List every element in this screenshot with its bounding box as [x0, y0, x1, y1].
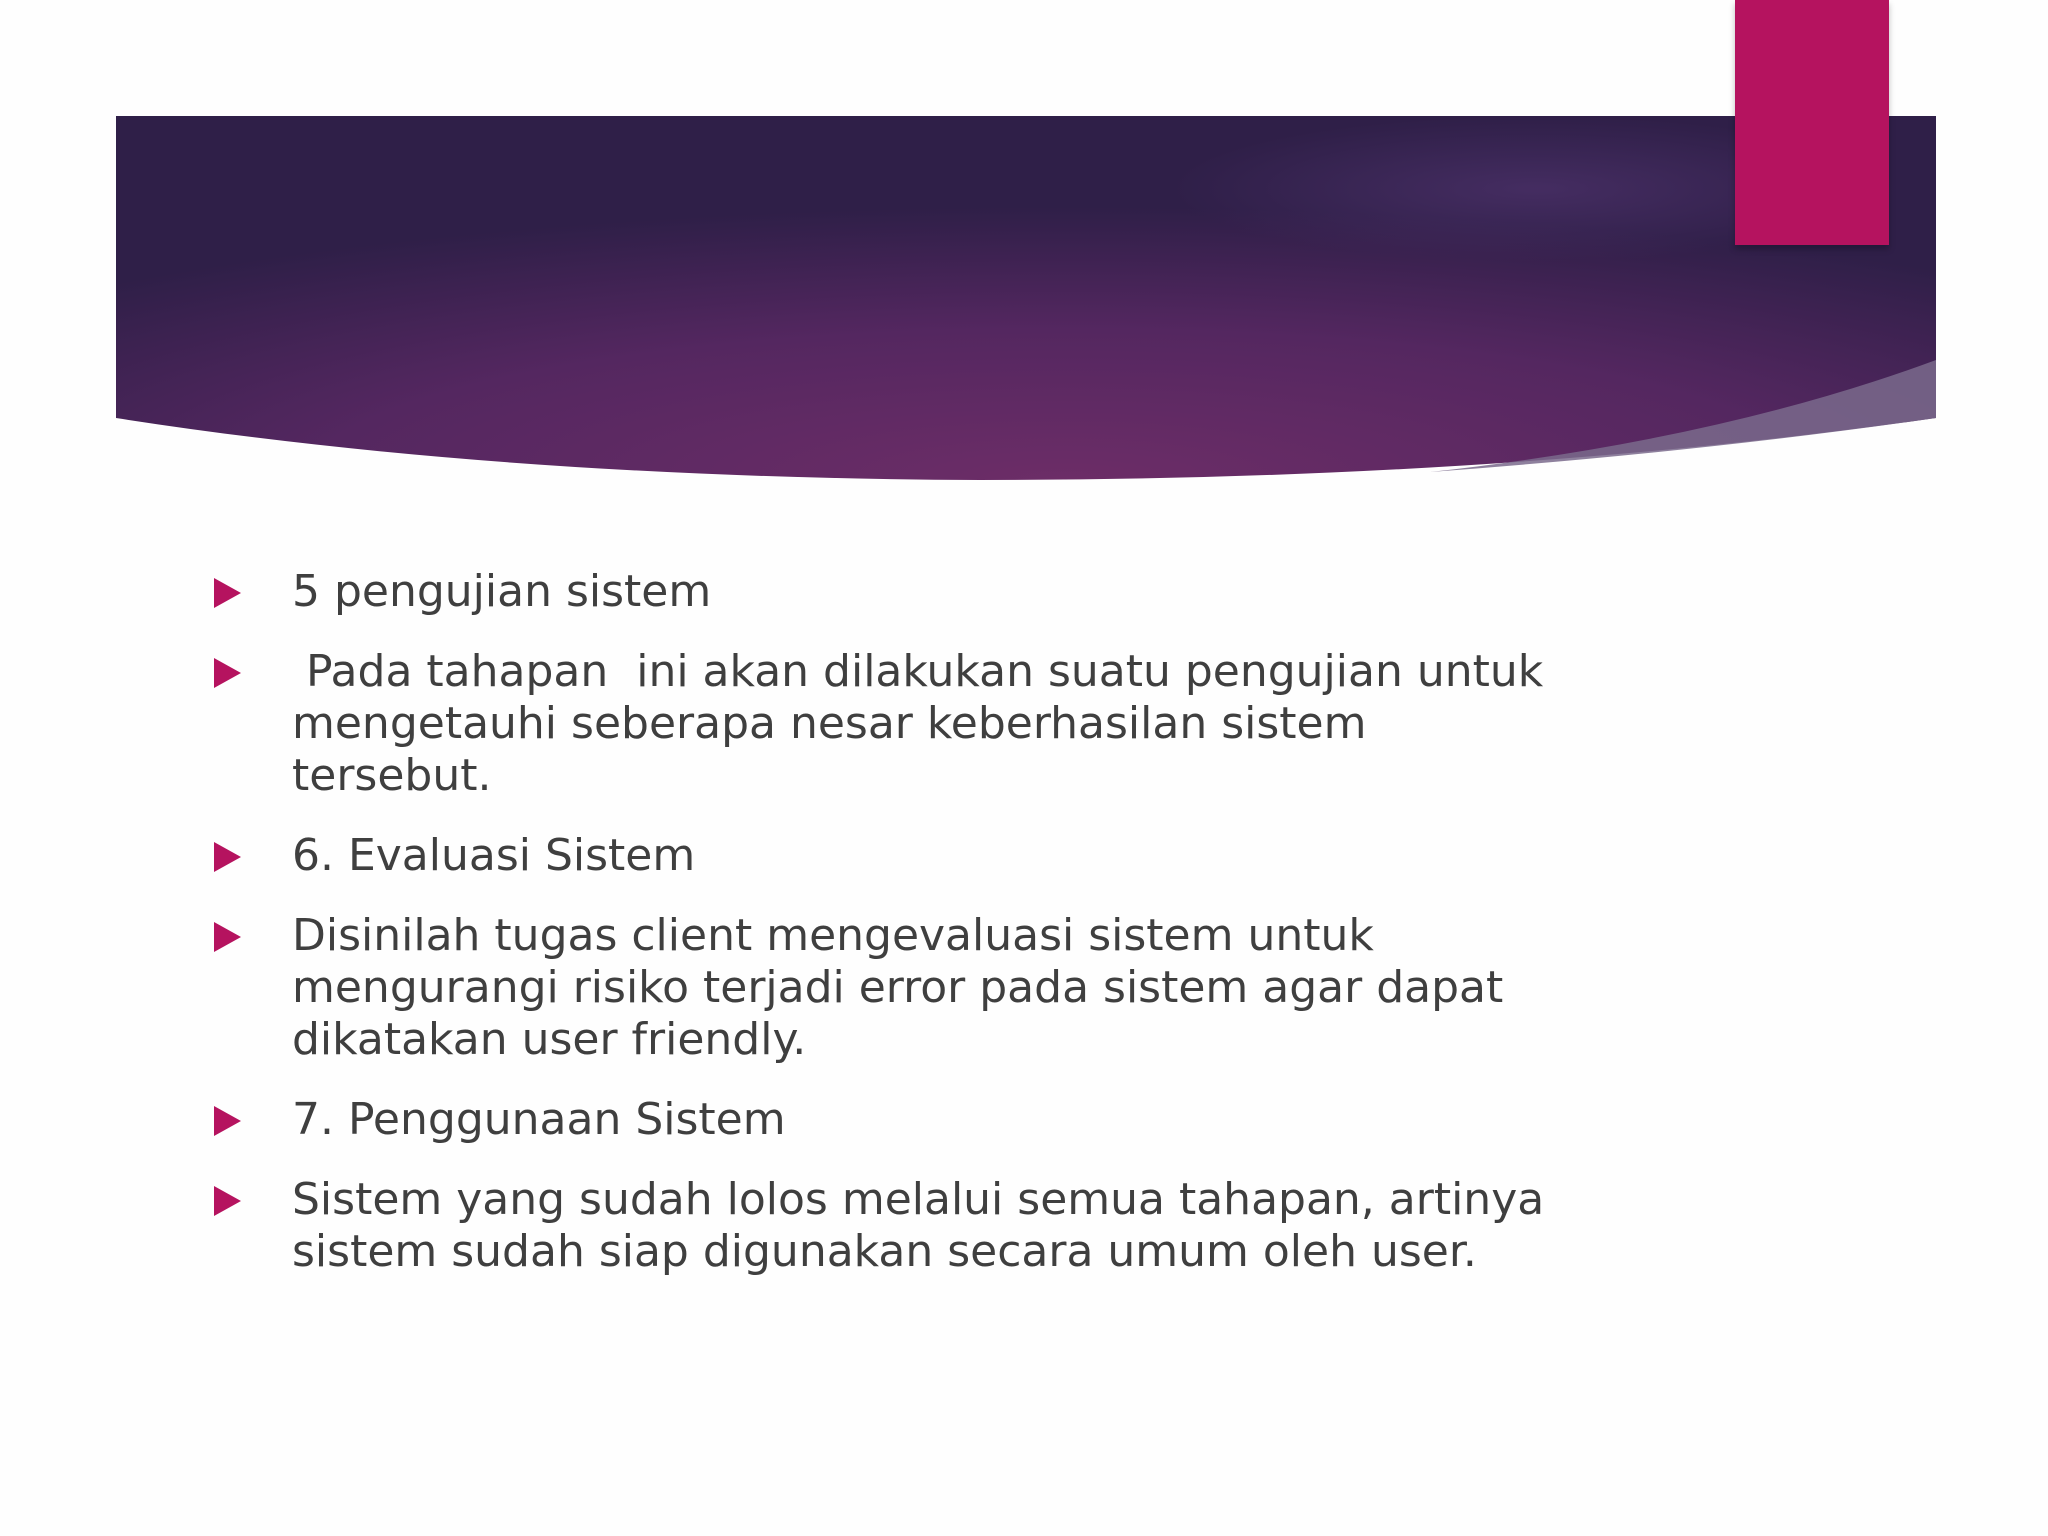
triangle-bullet-icon	[214, 922, 241, 952]
accent-tab	[1735, 0, 1889, 245]
bullet-text: Pada tahapan ini akan dilakukan suatu pengujian untuk mengetauhi seberapa nesar keberhasilan sistem tersebut.	[292, 646, 1558, 801]
bullet-text: 5 pengujian sistem	[292, 566, 712, 617]
bullet-text: Sistem yang sudah lolos melalui semua tahapan, artinya sistem sudah siap digunakan secara umum oleh user.	[292, 1174, 1559, 1277]
bullet-item	[214, 646, 1558, 802]
bullet-item	[214, 1174, 1559, 1278]
triangle-bullet-icon	[214, 842, 241, 872]
bullet-list	[214, 566, 1559, 1306]
bullet-item	[214, 566, 1554, 618]
bullet-text: 6. Evaluasi Sistem	[292, 830, 696, 881]
triangle-bullet-icon	[214, 578, 241, 608]
bullet-item	[214, 830, 1554, 882]
bullet-text: Disinilah tugas client mengevaluasi sistem untuk mengurangi risiko terjadi error pada sistem agar dapat dikatakan user friendly.	[292, 910, 1518, 1065]
bullet-text: 7. Penggunaan Sistem	[292, 1094, 786, 1145]
triangle-bullet-icon	[214, 1186, 241, 1216]
triangle-bullet-icon	[214, 658, 241, 688]
bullet-item	[214, 1094, 1554, 1146]
triangle-bullet-icon	[214, 1106, 241, 1136]
bullet-item	[214, 910, 1554, 1066]
